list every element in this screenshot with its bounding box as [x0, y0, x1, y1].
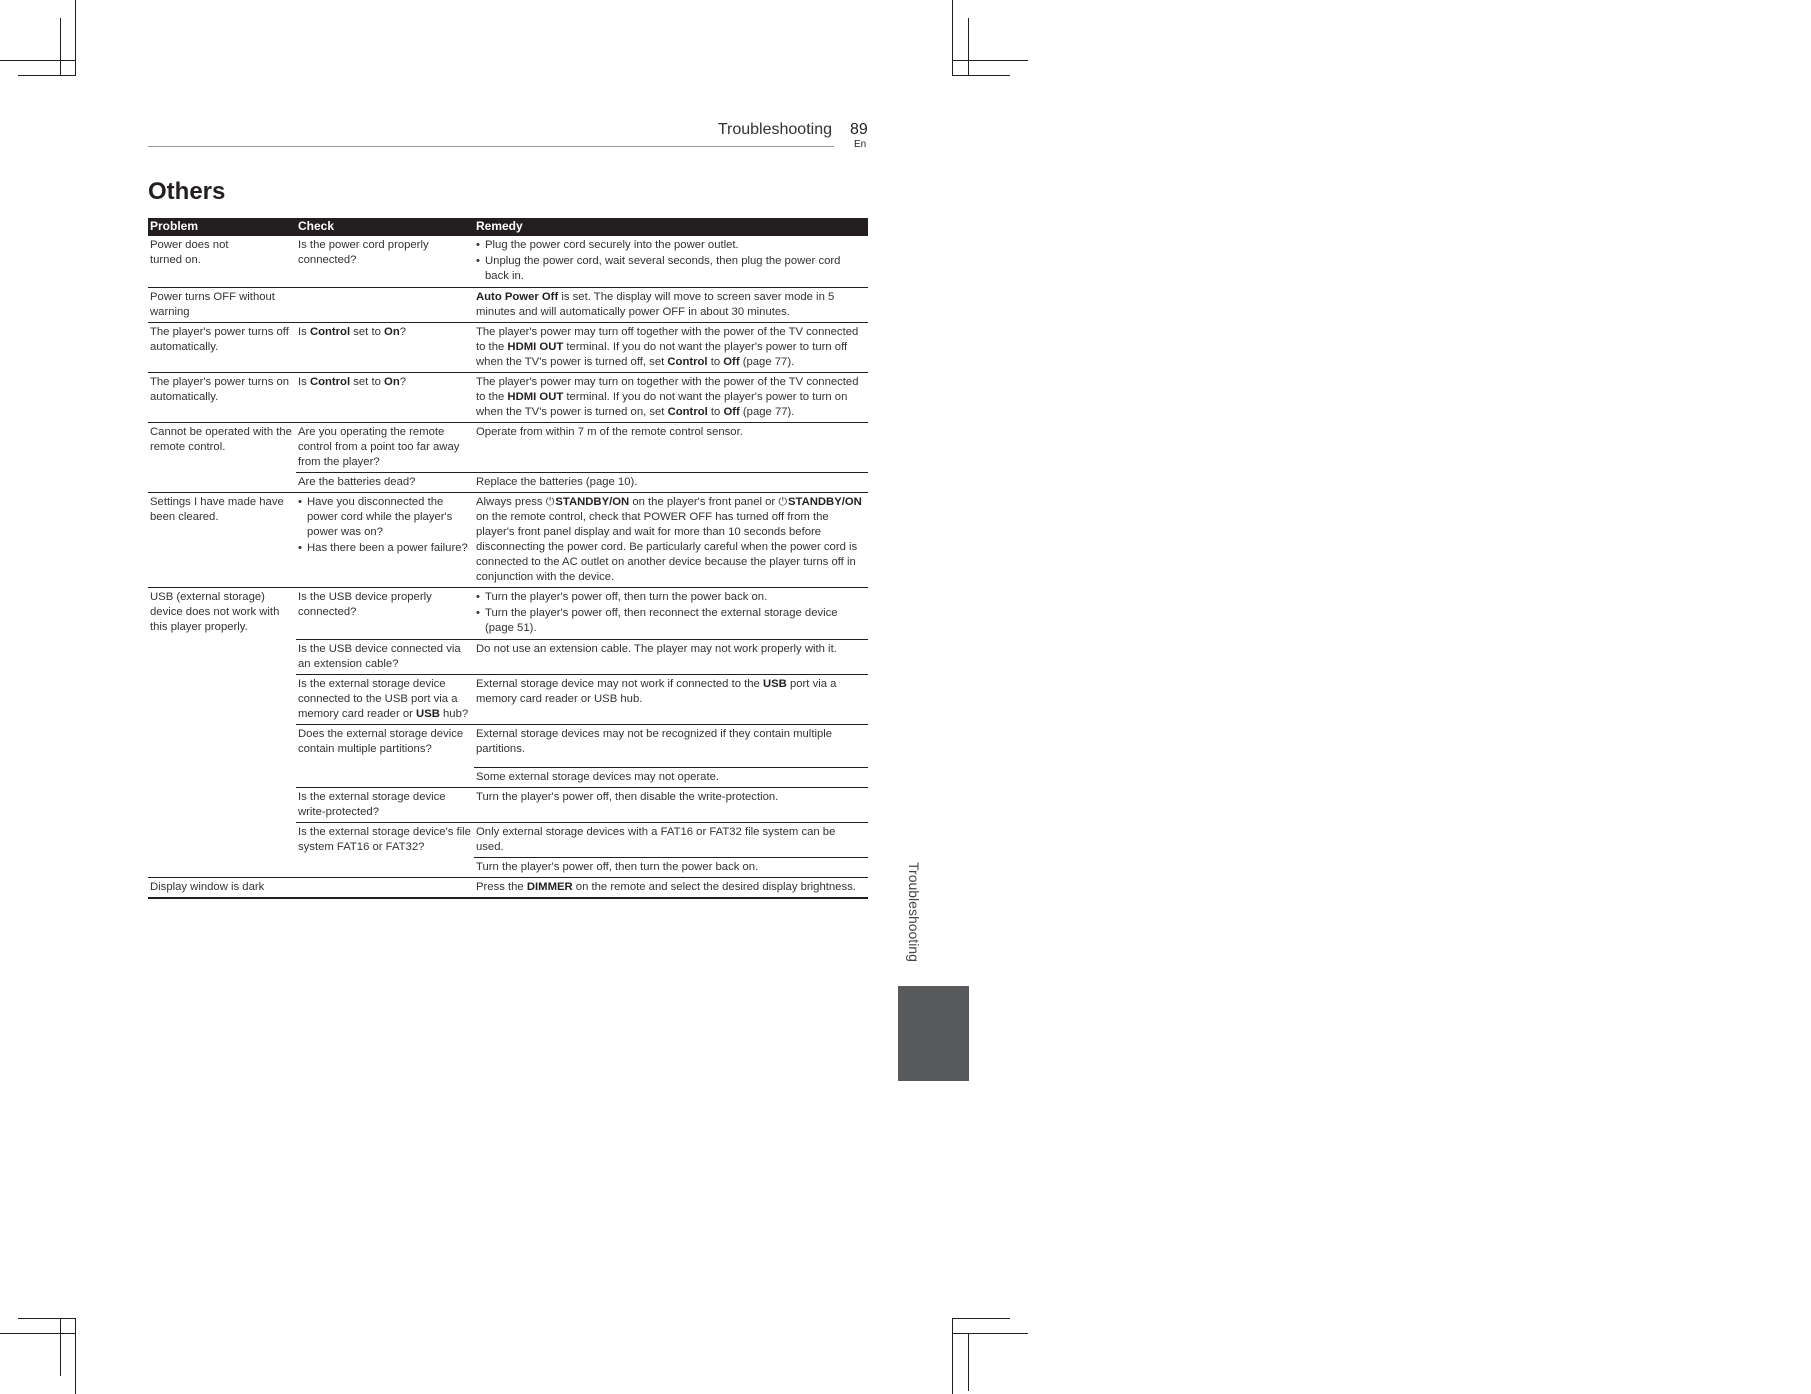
crop-mark	[952, 60, 1028, 61]
remedy-text: Always press	[476, 496, 546, 508]
problem-cell: Power turns OFF without warning	[148, 288, 296, 323]
check-text: ?	[399, 326, 407, 338]
remedy-text: port via a memory card reader or USB hub.	[476, 678, 837, 705]
check-cell: Does the external storage device contain multiple partitions?	[296, 725, 474, 788]
running-header-title: Troubleshooting	[717, 121, 832, 138]
remedy-bullet: • Unplug the power cord, wait several seconds, then plug the power cord back in.	[476, 254, 866, 284]
check-bullet: • Have you disconnected the power cord while the player's power was on?	[298, 495, 472, 540]
troubleshooting-table	[148, 218, 868, 899]
remedy-text: on the remote control, check that POWER OFF has turned off from the player's front panel display and wait for more than 10 seconds before disconnecting the power cord. Be particularly careful when the power cord is connected to the AC outlet on another device because the player turns off in conjunction with the device.	[476, 511, 858, 583]
crop-mark	[952, 0, 953, 76]
port-name: USB	[416, 708, 440, 720]
port-name: USB	[762, 678, 787, 690]
table-row	[148, 423, 868, 473]
crop-mark	[18, 75, 76, 76]
table-header-row	[148, 218, 868, 236]
terminal-name: HDMI OUT	[507, 391, 564, 403]
button-name: STANDBY/ON	[787, 496, 862, 508]
setting-name: Control	[667, 406, 708, 418]
check-text: Is the external storage device connected to the USB port via a memory card reader or	[298, 678, 458, 720]
chapter-number: 9	[1802, 1051, 1811, 1070]
table-row	[148, 288, 868, 323]
table-row	[148, 323, 868, 373]
check-cell	[296, 373, 474, 423]
remedy-cell: Turn the player's power off, then disable the write-protection.	[474, 788, 868, 823]
setting-value: On	[384, 376, 400, 388]
check-cell: Is the USB device connected via an extension cable?	[296, 640, 474, 675]
language-code: En	[854, 139, 867, 150]
table-row	[148, 878, 868, 899]
column-header-remedy: Remedy	[474, 218, 868, 236]
remedy-text: The player's power may turn off together with the power of the TV connected to the	[476, 326, 859, 353]
problem-cell: Settings I have made have been cleared.	[148, 493, 296, 588]
setting-value: Off	[723, 356, 740, 368]
crop-mark	[75, 0, 76, 76]
crop-mark	[0, 60, 76, 61]
check-cell	[296, 493, 474, 588]
crop-mark	[0, 1333, 76, 1334]
remedy-bullet: • Turn the player's power off, then reconnect the external storage device (page 51).	[476, 606, 866, 636]
problem-cell: The player's power turns off automatically.	[148, 323, 296, 373]
header-rule	[148, 146, 834, 147]
check-cell: Are the batteries dead?	[296, 473, 474, 493]
remedy-text: to	[707, 356, 724, 368]
page-number: 89	[850, 121, 868, 138]
crop-mark	[18, 1318, 76, 1319]
check-cell: Is the external storage device's file system FAT16 or FAT32?	[296, 823, 474, 878]
check-text: set to	[350, 326, 385, 338]
problem-cell: Cannot be operated with the remote control.	[148, 423, 296, 493]
chapter-tab	[898, 986, 1811, 1081]
terminal-name: HDMI OUT	[507, 341, 564, 353]
check-text: ?	[399, 376, 407, 388]
remedy-cell	[474, 493, 868, 588]
check-cell	[296, 675, 474, 725]
section-heading: Others	[148, 178, 226, 205]
crop-mark	[952, 1318, 1010, 1319]
remedy-cell: Replace the batteries (page 10).	[474, 473, 868, 493]
problem-cell: Power does not turned on.	[148, 236, 296, 288]
setting-name: Control	[667, 356, 708, 368]
remedy-cell: Operate from within 7 m of the remote control sensor.	[474, 423, 868, 473]
remedy-cell	[474, 373, 868, 423]
remedy-cell: Some external storage devices may not operate.	[474, 768, 868, 788]
table-row	[148, 588, 868, 640]
remedy-text: terminal. If you do not want the player's power to turn off when the TV's power is turned off, set	[476, 341, 848, 368]
check-text: Is	[298, 326, 310, 338]
crop-mark	[75, 1318, 76, 1394]
remedy-cell: External storage devices may not be recognized if they contain multiple partitions.	[474, 725, 868, 768]
remedy-cell	[474, 878, 868, 899]
remedy-cell: Do not use an extension cable. The player may not work properly with it.	[474, 640, 868, 675]
remedy-text: Press the	[476, 881, 527, 893]
check-cell: Is the external storage device write-protected?	[296, 788, 474, 823]
remedy-cell	[474, 323, 868, 373]
column-header-check: Check	[296, 218, 474, 236]
check-cell: Is the USB device properly connected?	[296, 588, 474, 640]
problem-cell: USB (external storage) device does not work with this player properly.	[148, 588, 296, 878]
table-row	[148, 373, 868, 423]
check-cell	[296, 323, 474, 373]
remedy-text: (page 77).	[739, 356, 795, 368]
setting-value: Off	[723, 406, 740, 418]
remedy-text: (page 77).	[739, 406, 795, 418]
remedy-text: External storage device may not work if connected to the	[476, 678, 763, 690]
check-cell	[296, 288, 474, 323]
check-text: Is	[298, 376, 310, 388]
crop-mark	[968, 1333, 969, 1391]
remedy-text: on the player's front panel or	[629, 496, 779, 508]
remedy-text: on the remote and select the desired display brightness.	[572, 881, 856, 893]
remedy-cell	[474, 236, 868, 288]
power-icon: ⏻	[778, 496, 788, 508]
problem-cell: Display window is dark	[148, 878, 296, 899]
power-icon: ⏻	[545, 496, 555, 508]
crop-mark	[60, 1318, 61, 1376]
crop-mark	[952, 1333, 1028, 1334]
remedy-text: The player's power may turn on together with the power of the TV connected to the	[476, 376, 859, 403]
button-name: DIMMER	[526, 881, 573, 893]
remedy-text: is set. The display will move to screen saver mode in 5 minutes and will automatically power OFF in about 30 minutes.	[476, 291, 835, 318]
check-cell: Is the power cord properly connected?	[296, 236, 474, 288]
remedy-text: to	[707, 406, 724, 418]
remedy-bullet: • Plug the power cord securely into the power outlet.	[476, 238, 866, 253]
crop-mark	[952, 75, 1010, 76]
remedy-text: terminal. If you do not want the player's power to turn on when the TV's power is turned on, set	[476, 391, 848, 418]
check-cell	[296, 878, 474, 899]
check-cell: Are you operating the remote control from a point too far away from the player?	[296, 423, 474, 473]
table-row	[148, 236, 868, 288]
remedy-cell	[474, 588, 868, 640]
crop-mark	[968, 18, 969, 76]
setting-name: Control	[309, 376, 351, 388]
remedy-cell: Only external storage devices with a FAT16 or FAT32 file system can be used.	[474, 823, 868, 858]
check-text: set to	[350, 376, 385, 388]
check-bullet: • Has there been a power failure?	[298, 541, 472, 556]
table-row	[148, 493, 868, 588]
column-header-problem: Problem	[148, 218, 296, 236]
setting-value: On	[384, 326, 400, 338]
check-text: hub?	[439, 708, 469, 720]
remedy-bullet: • Turn the player's power off, then turn the power back on.	[476, 590, 866, 605]
remedy-cell	[474, 288, 868, 323]
remedy-cell: Turn the player's power off, then turn the power back on.	[474, 858, 868, 878]
crop-mark	[952, 1318, 953, 1394]
side-tab-label: Troubleshooting	[906, 862, 922, 962]
remedy-cell	[474, 675, 868, 725]
setting-name: Control	[309, 326, 351, 338]
problem-cell: The player's power turns on automatically.	[148, 373, 296, 423]
button-name: STANDBY/ON	[555, 496, 630, 508]
setting-name: Auto Power Off	[476, 291, 559, 303]
crop-mark	[60, 18, 61, 76]
